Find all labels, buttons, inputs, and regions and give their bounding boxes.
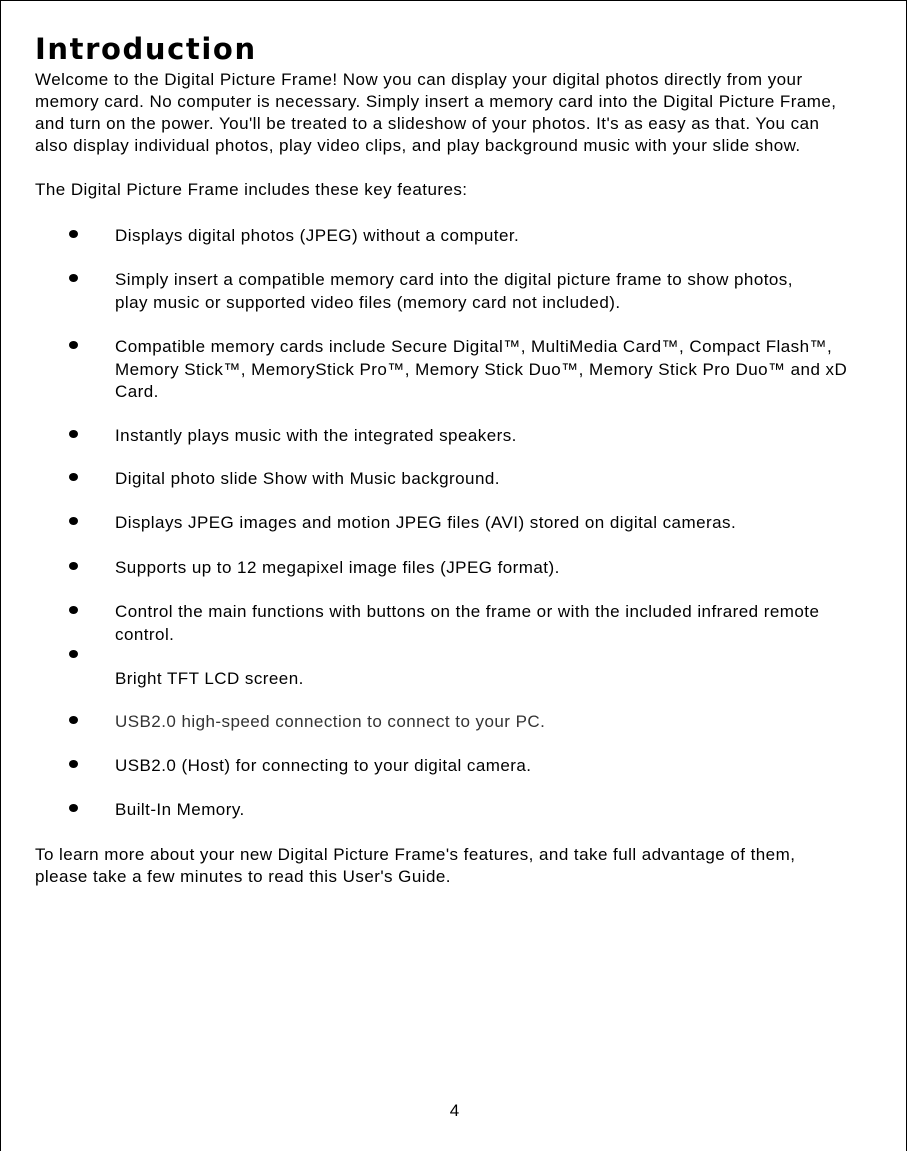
feature-line: Simply insert a compatible memory card into the digital picture frame to show photos, — [115, 270, 793, 289]
bullet-icon — [69, 230, 78, 238]
feature-line: Displays JPEG images and motion JPEG files (AVI) stored on digital cameras. — [115, 513, 737, 532]
feature-line: control. — [115, 624, 175, 644]
bullet-icon — [69, 562, 78, 570]
feature-line: USB2.0 (Host) for connecting to your digital camera. — [115, 756, 532, 775]
feature-line: Compatible memory cards include Secure Digital™, MultiMedia Card™, Compact Flash™, — [115, 337, 833, 356]
feature-line: Instantly plays music with the integrated speakers. — [115, 426, 517, 445]
feature-text — [115, 512, 736, 535]
page-number: 4 — [449, 1101, 460, 1120]
feature-text — [115, 668, 304, 691]
bullet-icon — [69, 473, 78, 481]
feature-line: Card. — [115, 382, 159, 401]
feature-text — [115, 225, 519, 248]
feature-line: Displays digital photos (JPEG) without a computer. — [115, 226, 520, 245]
feature-text — [115, 557, 560, 580]
feature-text — [115, 269, 793, 314]
feature-line: Control the main functions with buttons on the frame or with the included infrared remote — [115, 602, 820, 621]
feature-line: Bright TFT LCD screen. — [115, 669, 304, 688]
feature-text — [115, 755, 531, 778]
bullet-icon — [69, 274, 78, 282]
intro-line: Welcome to the Digital Picture Frame! Now you can display your digital photos directly from your — [35, 70, 803, 89]
feature-line: Built-In Memory. — [115, 800, 245, 819]
bullet-icon — [69, 517, 78, 525]
closing-paragraph — [35, 844, 795, 888]
page-title: Introduction — [35, 32, 257, 66]
intro-line: also display individual photos, play video clips, and play background music with your slide show. — [35, 136, 801, 155]
feature-line: Memory Stick™, MemoryStick Pro™, Memory Stick Duo™, Memory Stick Pro Duo™ and xD — [115, 359, 848, 379]
intro-line: and turn on the power. You'll be treated to a slideshow of your photos. It's as easy as that. You can — [35, 114, 820, 133]
bullet-icon — [69, 430, 78, 438]
intro-line: memory card. No computer is necessary. Simply insert a memory card into the Digital Picture Frame, — [35, 92, 837, 111]
bullet-icon — [69, 760, 78, 768]
feature-line: Digital photo slide Show with Music background. — [115, 469, 500, 488]
feature-text — [115, 468, 500, 491]
bullet-icon — [69, 650, 78, 658]
bullet-icon — [69, 341, 78, 349]
closing-line: please take a few minutes to read this User's Guide. — [35, 867, 451, 886]
feature-text — [115, 711, 545, 734]
intro-paragraph — [35, 69, 836, 157]
feature-line: Supports up to 12 megapixel image files (JPEG format). — [115, 558, 560, 577]
bullet-icon — [69, 606, 78, 614]
bullet-icon — [69, 716, 78, 724]
features-lead: The Digital Picture Frame includes these key features: — [35, 180, 468, 199]
feature-text — [115, 799, 245, 822]
feature-line: play music or supported video files (memory card not included). — [115, 292, 621, 312]
feature-line: USB2.0 high-speed connection to connect to your PC. — [115, 712, 546, 731]
bullet-icon — [69, 804, 78, 812]
closing-line: To learn more about your new Digital Picture Frame's features, and take full advantage of them, — [35, 845, 796, 864]
feature-text — [115, 336, 847, 404]
feature-text — [115, 425, 517, 448]
feature-text — [115, 601, 819, 646]
